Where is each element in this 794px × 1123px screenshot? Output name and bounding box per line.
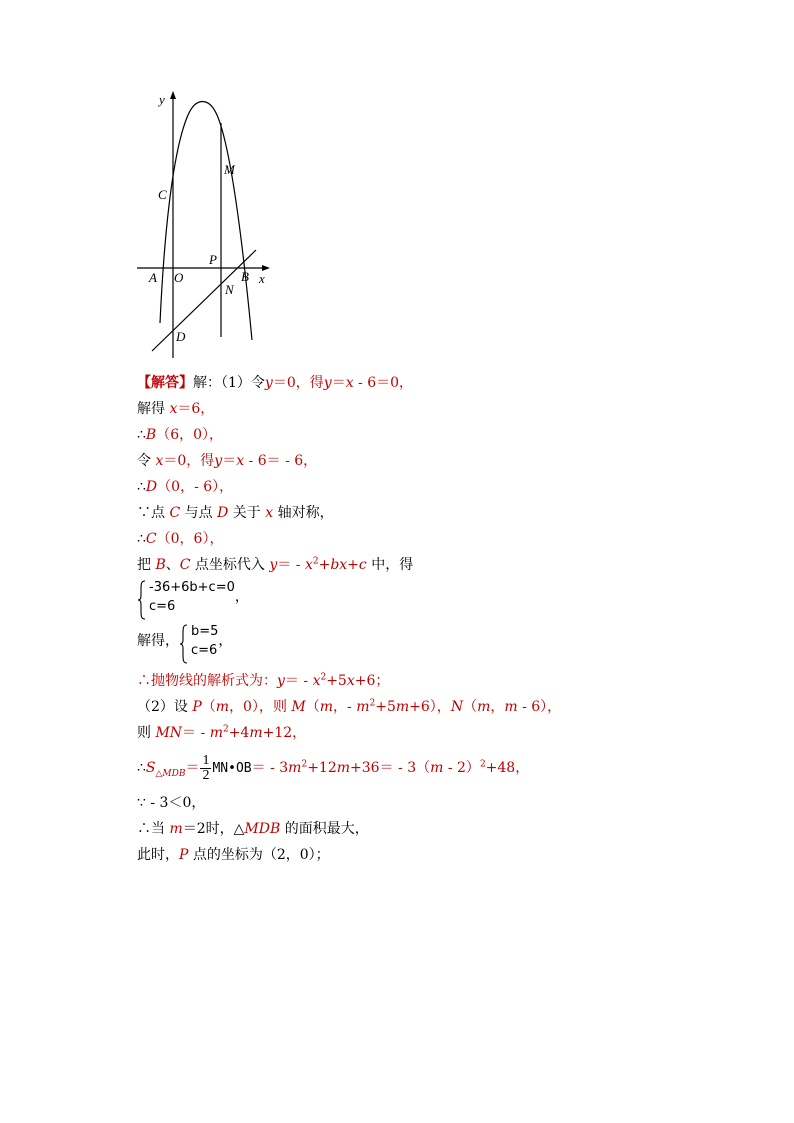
left-brace-icon: [137, 580, 146, 620]
label-b: B: [241, 269, 249, 284]
solution-line-8: 把 B、C 点坐标代入 $y= - x^2+bx+c$ 中，得: [137, 556, 414, 573]
solution-line-3: ∴B（6，0），: [137, 427, 224, 443]
fraction-one-half: $\frac{1}{2}$: [202, 752, 210, 783]
parabola-curve: [160, 102, 252, 341]
solution-line-6: ∵点 C 与点 D 关于 x 轴对称，: [137, 505, 334, 521]
solution-line-4: 令 x＝0，得y＝x - 6＝ - 6，: [137, 453, 318, 469]
solution-line-5: ∴D（0，- 6），: [137, 479, 234, 495]
label-c: C: [158, 187, 167, 202]
answer-header: 【解答】: [137, 375, 193, 391]
label-y: y: [159, 92, 165, 107]
solution-line-7: ∴C（0，6），: [137, 531, 224, 547]
label-a: A: [149, 270, 157, 285]
solution-line-11: ∴抛物线的解析式为：$y= - x^2+5x+6$；: [137, 672, 390, 689]
solution-line-13: 则 $MN= - m^2+4m+12$，: [137, 724, 307, 741]
label-x: x: [259, 271, 265, 286]
equation-system-1: -36+6b+c=0 c=6 ，: [137, 578, 697, 622]
equation-system-2: 解得， b=5 c=6 ，: [137, 622, 697, 668]
solution-line-2: 解得 x＝6，: [137, 401, 215, 417]
label-p: P: [209, 252, 217, 267]
solution-line-1: 【解答】解：（1）令y＝0，得y＝x - 6＝0，: [137, 375, 414, 391]
line-bd: [152, 250, 256, 351]
label-n: N: [225, 282, 234, 297]
solution-line-17: 此时，P 点的坐标为（2，0）；: [137, 847, 330, 863]
coordinate-figure: [130, 85, 280, 365]
label-m: M: [224, 162, 235, 177]
y-axis-arrow: [170, 91, 176, 99]
solution-line-16: ∴当 m＝2时，△MDB 的面积最大，: [137, 821, 369, 837]
solution-text: [137, 370, 697, 868]
solution-line-14: $\therefore S_{\triangle MDB}=$ $\frac{1}{2}$ MN•OB＝ - $3m^2+12m+36= - 3(m - 2)^2+48$，: [137, 752, 530, 783]
label-d: D: [176, 329, 186, 344]
solution-line-15: ∵ - 3＜0，: [137, 795, 206, 811]
left-brace-icon: [179, 624, 188, 664]
solution-line-12: （2）设 P（m，0），则 M（m，- $m^2+5m+6$），N（m，m - 6），: [137, 698, 562, 715]
label-o: O: [174, 270, 184, 285]
